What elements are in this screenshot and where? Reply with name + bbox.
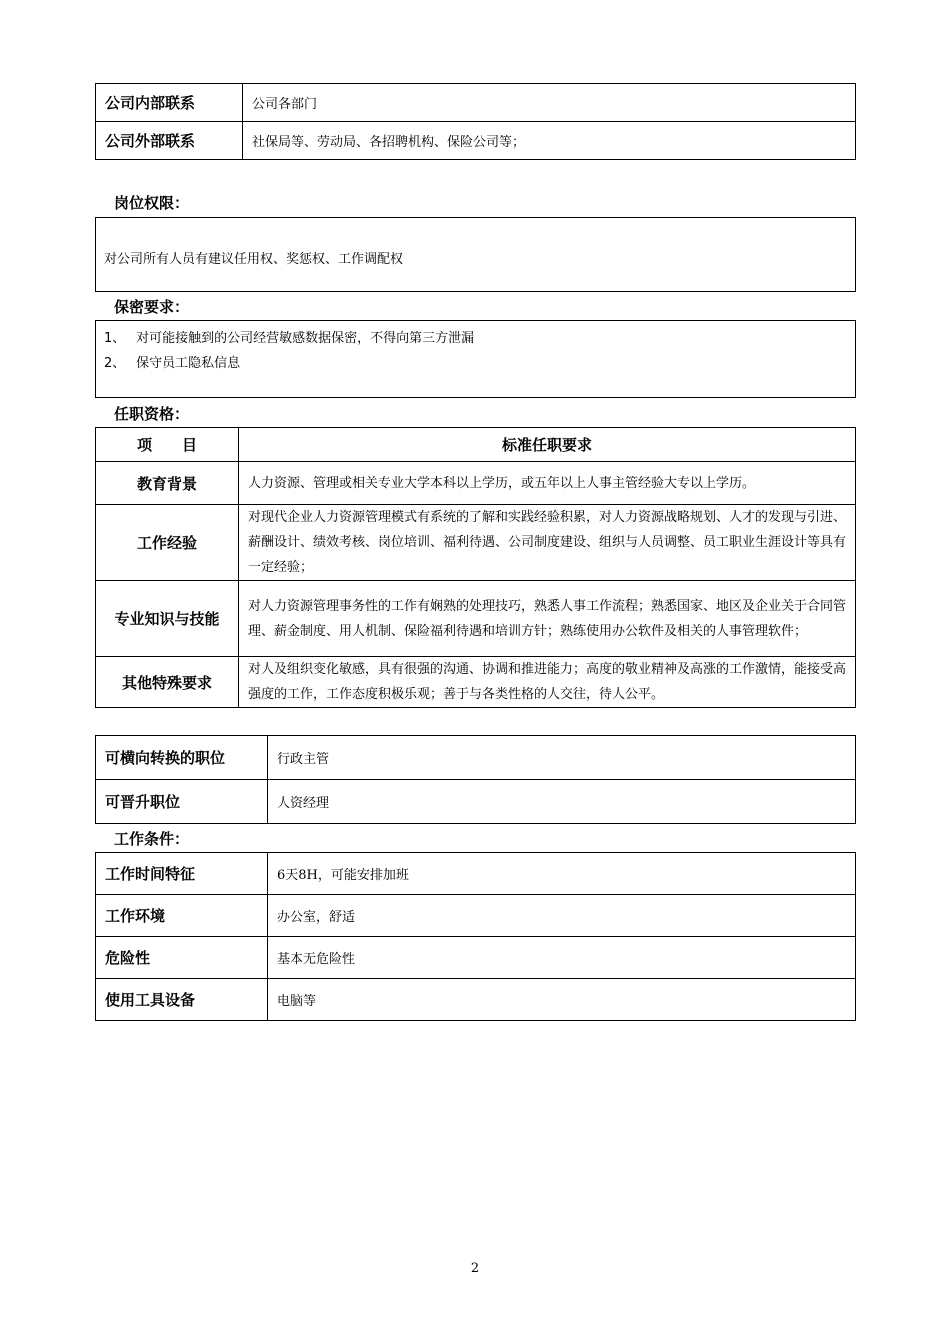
table-row: [96, 122, 856, 160]
contact-value: 公司各部门: [243, 84, 856, 122]
table-row: [96, 736, 856, 780]
list-item-text: 保守员工隐私信息: [136, 356, 241, 371]
table-header-row: [96, 428, 856, 462]
qualifications-table: [95, 427, 856, 708]
career-value: 行政主管: [268, 736, 856, 780]
qualification-item: 专业知识与技能: [96, 581, 239, 657]
condition-label: 使用工具设备: [96, 979, 268, 1021]
contact-label: 公司内部联系: [96, 84, 243, 122]
contacts-table: [95, 83, 856, 160]
qualification-requirement: 对现代企业人力资源管理模式有系统的了解和实践经验积累，对人力资源战略规划、人才的发现与引进、薪酬设计、绩效考核、岗位培训、福利待遇、公司制度建设、组织与人员调整、员工职业生涯设计等具有一定经验；: [239, 505, 856, 581]
authority-text: 对公司所有人员有建议任用权、奖惩权、工作调配权: [104, 252, 404, 267]
contact-value: 社保局等、劳动局、各招聘机构、保险公司等；: [243, 122, 856, 160]
header-requirement: 标准任职要求: [239, 428, 856, 462]
qualification-item: 教育背景: [96, 462, 239, 505]
list-item-number: 1、: [104, 331, 126, 346]
table-row: [96, 780, 856, 824]
career-label: 可横向转换的职位: [96, 736, 268, 780]
table-row: [96, 937, 856, 979]
table-row: [96, 581, 856, 657]
career-value: 人资经理: [268, 780, 856, 824]
conditions-table: [95, 852, 856, 1021]
qualification-requirement: 对人及组织变化敏感，具有很强的沟通、协调和推进能力；高度的敬业精神及高涨的工作激情，能接受高强度的工作，工作态度积极乐观；善于与各类性格的人交往，待人公平。: [239, 657, 856, 708]
authority-box: [95, 217, 856, 292]
qualifications-title: 任职资格：: [114, 405, 190, 423]
page-number: 2: [470, 1261, 480, 1276]
table-row: [96, 84, 856, 122]
list-item-text: 对可能接触到的公司经营敏感数据保密，不得向第三方泄漏: [136, 331, 475, 346]
confidentiality-title: 保密要求：: [114, 298, 190, 316]
list-item: [104, 352, 240, 371]
table-row: [96, 657, 856, 708]
table-row: [96, 505, 856, 581]
conditions-title: 工作条件：: [114, 830, 190, 848]
header-item: 项 目: [96, 428, 239, 462]
list-item: [104, 327, 474, 346]
table-row: [96, 895, 856, 937]
qualification-requirement: 人力资源、管理或相关专业大学本科以上学历，或五年以上人事主管经验大专以上学历。: [239, 462, 856, 505]
qualification-requirement: 对人力资源管理事务性的工作有娴熟的处理技巧，熟悉人事工作流程；熟悉国家、地区及企业关于合同管理、薪金制度、用人机制、保险福利待遇和培训方针；熟练使用办公软件及相关的人事管理软件；: [239, 581, 856, 657]
authority-title: 岗位权限：: [114, 194, 190, 212]
list-item-number: 2、: [104, 356, 126, 371]
table-row: [96, 462, 856, 505]
confidentiality-box: [95, 320, 856, 398]
condition-value: 基本无危险性: [268, 937, 856, 979]
career-label: 可晋升职位: [96, 780, 268, 824]
table-row: [96, 853, 856, 895]
condition-value: 办公室，舒适: [268, 895, 856, 937]
condition-label: 工作环境: [96, 895, 268, 937]
condition-value: 6天8H，可能安排加班: [268, 853, 856, 895]
qualification-item: 工作经验: [96, 505, 239, 581]
condition-label: 工作时间特征: [96, 853, 268, 895]
table-row: [96, 979, 856, 1021]
qualification-item: 其他特殊要求: [96, 657, 239, 708]
career-table: [95, 735, 856, 824]
condition-value: 电脑等: [268, 979, 856, 1021]
condition-label: 危险性: [96, 937, 268, 979]
contact-label: 公司外部联系: [96, 122, 243, 160]
